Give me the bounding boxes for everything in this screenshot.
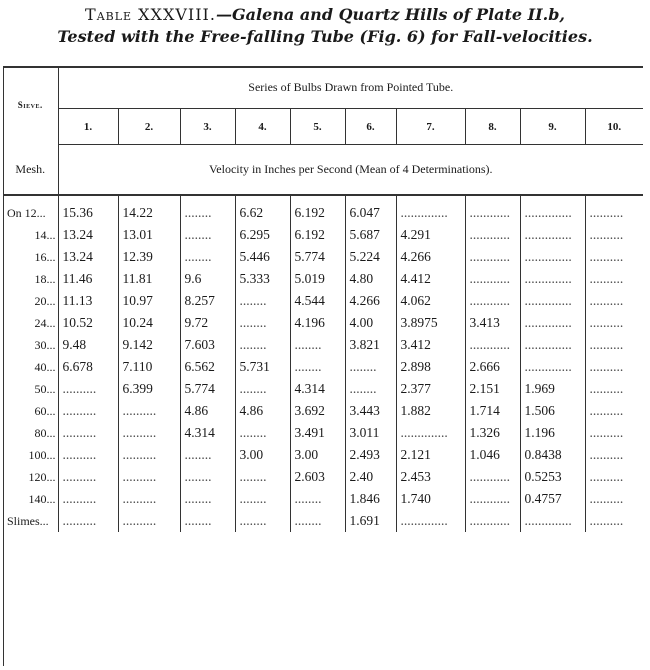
mesh-cell: 120...: [3, 466, 58, 488]
velocity-cell: ........: [180, 510, 235, 532]
velocity-cell: ........: [235, 510, 290, 532]
velocity-cell: ..........: [118, 400, 180, 422]
velocity-cell: ........: [180, 488, 235, 510]
velocity-cell: 1.714: [465, 400, 520, 422]
velocity-cell: ........: [345, 356, 396, 378]
velocity-cell: 4.196: [290, 312, 345, 334]
velocity-cell: ..........: [589, 359, 624, 374]
mesh-cell: 100...: [3, 444, 58, 466]
velocity-cell: 3.412: [396, 334, 465, 356]
velocity-cell: ..........: [118, 488, 180, 510]
velocity-cell: 1.969: [520, 378, 585, 400]
velocity-cell: 5.446: [235, 246, 290, 268]
mesh-cell: 30...: [3, 334, 58, 356]
velocity-header: Velocity in Inches per Second (Mean of 4 Determinations).: [58, 145, 643, 196]
velocity-cell: 1.046: [465, 444, 520, 466]
mesh-cell: 18...: [3, 268, 58, 290]
mesh-cell: On 12...: [3, 195, 58, 224]
velocity-cell: 3.00: [235, 444, 290, 466]
velocity-cell: ..........: [589, 513, 624, 528]
velocity-cell: 4.314: [180, 422, 235, 444]
table-row: [3, 356, 643, 378]
velocity-cell: ..........: [589, 227, 624, 242]
table-row: [3, 400, 643, 422]
velocity-cell: 2.377: [396, 378, 465, 400]
velocity-cell: ..........: [118, 422, 180, 444]
velocity-cell: 2.40: [345, 466, 396, 488]
velocity-cell: 9.6: [180, 268, 235, 290]
velocity-cell: 4.314: [290, 378, 345, 400]
table-row: [3, 510, 643, 532]
mesh-cell: 50...: [3, 378, 58, 400]
velocity-cell: 3.692: [290, 400, 345, 422]
velocity-cell: 2.453: [396, 466, 465, 488]
velocity-cell: 4.544: [290, 290, 345, 312]
velocity-cell: ..............: [520, 224, 585, 246]
velocity-cell: ..........: [118, 466, 180, 488]
table-row: [3, 312, 643, 334]
velocity-cell: 4.266: [345, 290, 396, 312]
title-line-2: Tested with the Free-falling Tube (Fig. 6) for Fall-velocities.: [57, 27, 593, 46]
velocity-cell: 13.01: [118, 224, 180, 246]
velocity-cell: ..........: [58, 488, 118, 510]
velocity-cell: 6.047: [345, 195, 396, 224]
velocity-cell: ........: [290, 488, 345, 510]
velocity-cell: ............: [465, 466, 520, 488]
velocity-cell: ..............: [520, 195, 585, 224]
table-row: [3, 224, 643, 246]
velocity-cell: 0.4757: [520, 488, 585, 510]
velocity-cell: ..........: [58, 422, 118, 444]
velocity-cell: 7.603: [180, 334, 235, 356]
title-line-1: Table XXXVIII.—Galena and Quartz Hills of Plate II.b,: [85, 5, 565, 24]
velocity-cell: 15.36: [58, 195, 118, 224]
column-number-header: 1.: [58, 109, 118, 145]
velocity-cell: 11.13: [58, 290, 118, 312]
velocity-cell: 5.019: [290, 268, 345, 290]
velocity-cell: 4.80: [345, 268, 396, 290]
velocity-cell: 3.413: [465, 312, 520, 334]
velocity-cell: 3.00: [290, 444, 345, 466]
table-row: [3, 290, 643, 312]
velocity-cell: ..........: [589, 425, 624, 440]
velocity-cell: ..............: [520, 290, 585, 312]
column-number-header: 8.: [465, 109, 520, 145]
velocity-cell: ..........: [589, 293, 624, 308]
velocity-cell: ........: [235, 488, 290, 510]
velocity-cell: 13.24: [58, 224, 118, 246]
table-row: [3, 488, 643, 510]
velocity-cell: ..........: [589, 205, 624, 220]
velocity-cell: 2.151: [465, 378, 520, 400]
velocity-cell: ........: [180, 224, 235, 246]
table-row: [3, 444, 643, 466]
column-number-header: 3.: [180, 109, 235, 145]
table-row: [3, 422, 643, 444]
velocity-cell: ............: [465, 290, 520, 312]
velocity-cell: ..........: [58, 378, 118, 400]
velocity-cell: ..............: [520, 334, 585, 356]
velocity-cell: 10.97: [118, 290, 180, 312]
velocity-cell: 6.62: [235, 195, 290, 224]
velocity-cell: 1.506: [520, 400, 585, 422]
velocity-cell: 3.011: [345, 422, 396, 444]
mesh-cell: Slimes...: [3, 510, 58, 532]
velocity-cell: 3.443: [345, 400, 396, 422]
velocity-cell: ........: [180, 195, 235, 224]
velocity-cell: ............: [465, 488, 520, 510]
velocity-cell: ..........: [589, 271, 624, 286]
velocity-cell: 9.72: [180, 312, 235, 334]
velocity-cell: ........: [180, 466, 235, 488]
velocity-cell: 14.22: [118, 195, 180, 224]
mesh-cell: 80...: [3, 422, 58, 444]
velocity-cell: ..............: [520, 510, 585, 532]
velocity-cell: ..............: [520, 246, 585, 268]
velocity-cell: ..........: [589, 381, 624, 396]
velocity-cell: 10.52: [58, 312, 118, 334]
velocity-cell: ........: [235, 466, 290, 488]
velocity-cell: 4.86: [235, 400, 290, 422]
mesh-header: Mesh.: [3, 145, 58, 196]
column-number-header: 7.: [396, 109, 465, 145]
velocity-cell: 6.192: [290, 195, 345, 224]
velocity-cell: ..........: [589, 337, 624, 352]
mesh-cell: 20...: [3, 290, 58, 312]
velocity-cell: ............: [465, 510, 520, 532]
mesh-cell: 14...: [3, 224, 58, 246]
series-header: Series of Bulbs Drawn from Pointed Tube.: [58, 66, 643, 109]
velocity-cell: ........: [235, 334, 290, 356]
velocity-cell: 5.731: [235, 356, 290, 378]
velocity-cell: 5.774: [180, 378, 235, 400]
velocity-cell: 2.493: [345, 444, 396, 466]
velocity-cell: ..........: [589, 249, 624, 264]
velocity-cell: 4.266: [396, 246, 465, 268]
column-number-header: 6.: [345, 109, 396, 145]
velocity-cell: ..............: [520, 356, 585, 378]
velocity-cell: ..............: [520, 268, 585, 290]
velocity-cell: ..............: [396, 195, 465, 224]
column-number-header: 4.: [235, 109, 290, 145]
velocity-cell: ........: [345, 378, 396, 400]
velocity-cell: ..........: [118, 510, 180, 532]
mesh-cell: 16...: [3, 246, 58, 268]
velocity-cell: 3.821: [345, 334, 396, 356]
velocity-cell: ..........: [58, 510, 118, 532]
velocity-cell: ............: [465, 334, 520, 356]
column-number-header: 10.: [585, 109, 643, 145]
velocity-cell: 5.774: [290, 246, 345, 268]
velocity-cell: ........: [290, 510, 345, 532]
velocity-cell: 9.142: [118, 334, 180, 356]
velocity-cell: ........: [290, 356, 345, 378]
velocity-cell: 4.412: [396, 268, 465, 290]
sieve-header: Sieve.: [3, 66, 58, 145]
velocity-cell: 6.192: [290, 224, 345, 246]
velocity-cell: 8.257: [180, 290, 235, 312]
velocity-cell: 5.687: [345, 224, 396, 246]
velocity-cell: ........: [180, 444, 235, 466]
velocity-cell: 6.562: [180, 356, 235, 378]
velocity-cell: ............: [465, 195, 520, 224]
velocity-cell: ........: [235, 422, 290, 444]
velocity-cell: 12.39: [118, 246, 180, 268]
velocity-cell: ..............: [396, 510, 465, 532]
velocity-cell: 2.666: [465, 356, 520, 378]
column-number-header: 9.: [520, 109, 585, 145]
velocity-cell: ..........: [589, 491, 624, 506]
column-number-header: 5.: [290, 109, 345, 145]
velocity-cell: ........: [235, 378, 290, 400]
velocity-cell: ..........: [58, 466, 118, 488]
velocity-cell: 5.224: [345, 246, 396, 268]
velocity-cell: ..........: [589, 469, 624, 484]
velocity-cell: 1.740: [396, 488, 465, 510]
velocity-cell: 1.882: [396, 400, 465, 422]
velocity-cell: 10.24: [118, 312, 180, 334]
velocity-cell: 4.86: [180, 400, 235, 422]
velocity-cell: 3.8975: [396, 312, 465, 334]
velocity-cell: 2.121: [396, 444, 465, 466]
velocity-cell: 4.062: [396, 290, 465, 312]
velocity-cell: ..............: [396, 422, 465, 444]
velocity-cell: 6.399: [118, 378, 180, 400]
velocity-cell: 1.691: [345, 510, 396, 532]
velocity-cell: ..........: [589, 315, 624, 330]
velocity-cell: ........: [290, 334, 345, 356]
velocity-cell: 2.898: [396, 356, 465, 378]
velocity-cell: ............: [465, 246, 520, 268]
velocity-cell: 1.846: [345, 488, 396, 510]
mesh-cell: 24...: [3, 312, 58, 334]
title-subject: Galena and Quartz Hills of Plate II.b,: [231, 5, 565, 24]
velocity-cell: 0.8438: [520, 444, 585, 466]
velocity-cell: 5.333: [235, 268, 290, 290]
velocity-cell: 2.603: [290, 466, 345, 488]
table-row: [3, 378, 643, 400]
velocity-cell: ..........: [58, 400, 118, 422]
column-number-header: 2.: [118, 109, 180, 145]
velocity-cell: 4.291: [396, 224, 465, 246]
velocity-cell: 0.5253: [520, 466, 585, 488]
velocity-cell: 11.46: [58, 268, 118, 290]
velocity-cell: 4.00: [345, 312, 396, 334]
velocity-cell: ..............: [520, 312, 585, 334]
mesh-cell: 40...: [3, 356, 58, 378]
velocity-cell: ........: [235, 312, 290, 334]
table-row: [3, 246, 643, 268]
velocity-cell: ..........: [589, 447, 624, 462]
velocity-cell: ........: [235, 290, 290, 312]
velocity-cell: 9.48: [58, 334, 118, 356]
velocity-table: [3, 66, 643, 532]
table-row: [3, 466, 643, 488]
velocity-cell: 1.326: [465, 422, 520, 444]
table-number: Table XXXVIII.: [85, 5, 216, 24]
velocity-cell: 6.295: [235, 224, 290, 246]
velocity-cell: 6.678: [58, 356, 118, 378]
velocity-cell: 3.491: [290, 422, 345, 444]
velocity-cell: ........: [180, 246, 235, 268]
velocity-cell: 11.81: [118, 268, 180, 290]
velocity-cell: 7.110: [118, 356, 180, 378]
table-row: [3, 334, 643, 356]
table-row: [3, 268, 643, 290]
velocity-cell: ..........: [589, 403, 624, 418]
mesh-cell: 60...: [3, 400, 58, 422]
velocity-cell: 1.196: [520, 422, 585, 444]
velocity-cell: 13.24: [58, 246, 118, 268]
mesh-cell: 140...: [3, 488, 58, 510]
velocity-cell: ..........: [58, 444, 118, 466]
velocity-cell: ..........: [118, 444, 180, 466]
velocity-cell: ............: [465, 224, 520, 246]
table-row: [3, 195, 643, 224]
velocity-cell: ............: [465, 268, 520, 290]
